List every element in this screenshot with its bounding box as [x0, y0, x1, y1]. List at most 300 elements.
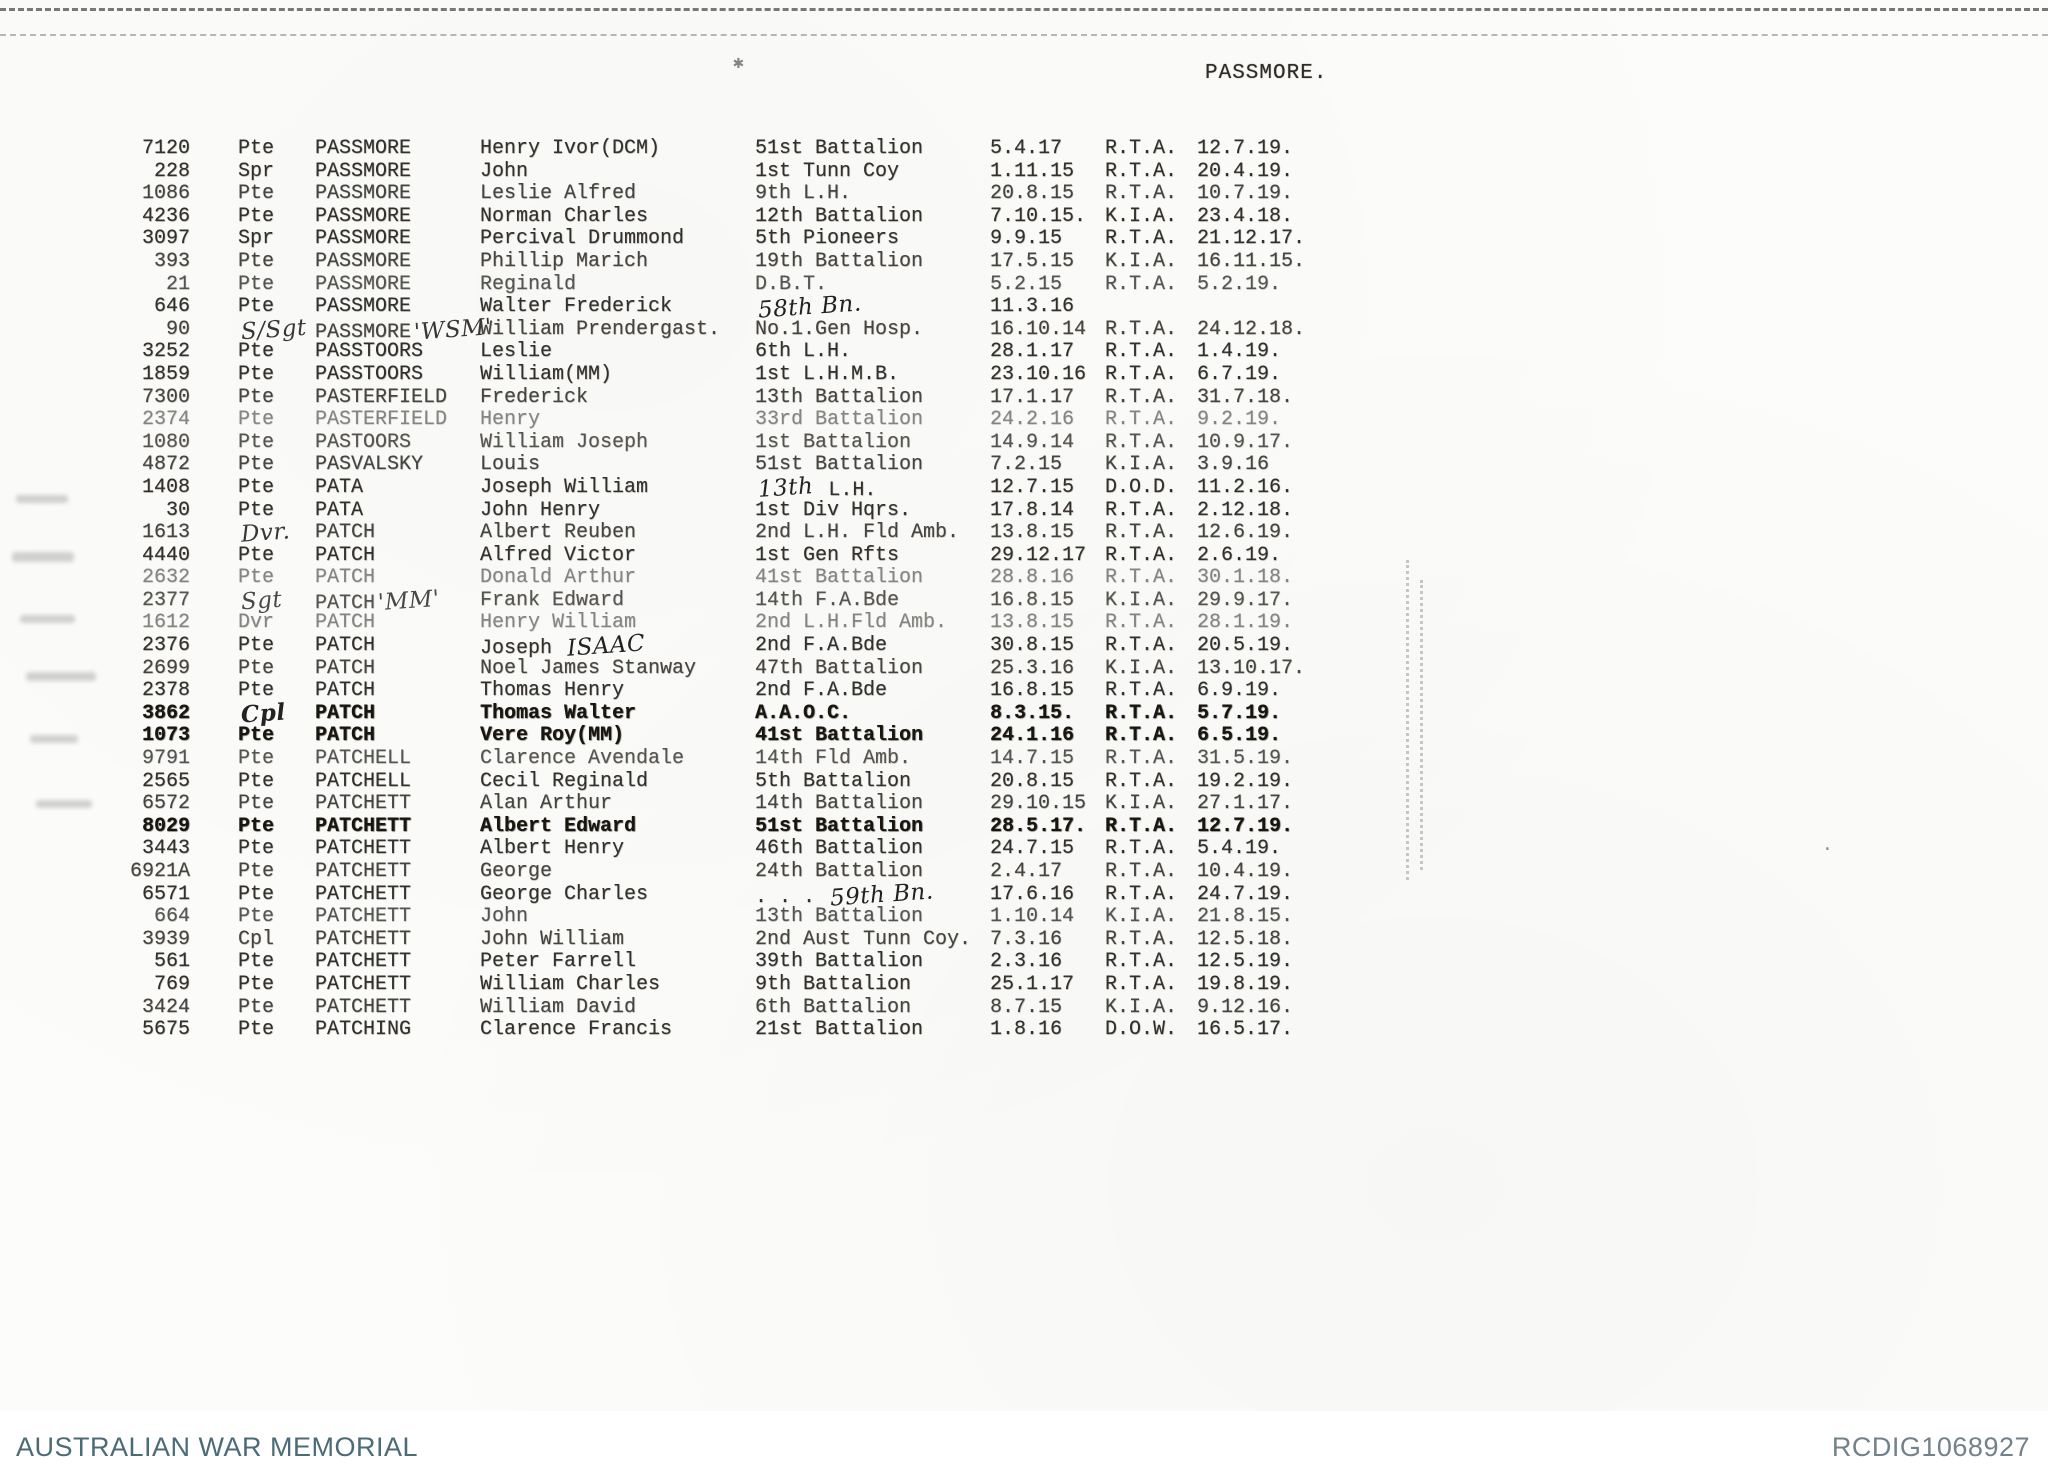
cell-given: Clarence Avendale	[480, 747, 685, 771]
cell-given: Albert Henry	[480, 837, 625, 861]
table-row	[100, 906, 1520, 929]
cell-d1: 5.2.15	[990, 272, 1063, 296]
cell-d1: 7.2.15	[990, 453, 1063, 477]
cell-d2: 9.2.19.	[1197, 408, 1282, 432]
cell-given: Leslie	[480, 340, 553, 364]
cell-fate: K.I.A.	[1105, 249, 1178, 273]
handwritten-annotation: 13th	[757, 473, 815, 503]
scan-smudge	[20, 615, 75, 623]
cell-num: 5675	[141, 1018, 190, 1042]
handwritten-annotation: 'WSM'	[413, 314, 493, 346]
cell-surname: PATCHETT	[315, 860, 412, 883]
cell-rank: Pte	[238, 882, 275, 906]
cell-d1: 23.10.16	[990, 362, 1087, 386]
cell-d1: 24.7.15	[990, 837, 1075, 861]
cell-rank: Pte	[238, 792, 275, 816]
table-row	[100, 997, 1520, 1020]
cell-fate: R.T.A.	[1105, 972, 1178, 996]
table-row	[100, 698, 1520, 729]
cell-unit: 1st Div Hqrs.	[755, 498, 912, 522]
cell-d2: 3.9.16	[1197, 453, 1270, 477]
cell-num: 561	[153, 950, 190, 974]
cell-unit: 33rd Battalion	[755, 408, 924, 432]
cell-fate: K.I.A.	[1105, 656, 1178, 680]
cell-surname: PASSTOORS	[315, 340, 424, 364]
cell-unit: 13th Battalion	[755, 905, 924, 929]
table-row	[100, 500, 1520, 523]
table-row	[100, 290, 1520, 324]
cell-fate: R.T.A.	[1105, 634, 1178, 658]
cell-d2: 12.5.18.	[1197, 927, 1294, 951]
cell-surname: PATCHETT	[315, 995, 412, 1019]
cell-surname: PATCHETT	[315, 792, 412, 816]
scan-speck: ·	[1822, 840, 1833, 860]
cell-given: Peter Farrell	[480, 950, 637, 974]
cell-d1: 24.2.16	[990, 408, 1075, 432]
handwritten-annotation: S/Sgt	[240, 314, 308, 346]
cell-d1: 11.3.16	[990, 295, 1075, 319]
cell-surname: PASSMORE	[315, 137, 412, 160]
cell-fate: D.O.W.	[1105, 1018, 1178, 1042]
cell-surname: PATCHETT	[315, 905, 412, 929]
table-row	[100, 251, 1520, 274]
cell-d2: 10.7.19.	[1197, 182, 1294, 206]
table-row	[100, 183, 1520, 206]
cell-unit: 9th Battalion	[755, 972, 912, 996]
cell-rank: Pte	[238, 385, 275, 409]
cell-d1: 29.10.15	[990, 792, 1087, 816]
table-row	[100, 1019, 1520, 1042]
cell-rank: Pte	[238, 272, 275, 296]
cell-d2: 12.5.19.	[1197, 950, 1294, 974]
cell-fate: R.T.A.	[1105, 137, 1178, 160]
cell-surname: PATCH	[315, 679, 376, 703]
cell-fate: R.T.A.	[1105, 272, 1178, 296]
cell-d1: 17.1.17	[990, 385, 1075, 409]
cell-num: 4872	[141, 453, 190, 477]
cell-fate: R.T.A.	[1105, 724, 1178, 748]
cell-d2: 30.1.18.	[1197, 566, 1294, 590]
cell-num: 3443	[141, 837, 190, 861]
cell-unit: 1st Battalion	[755, 430, 912, 454]
cell-d2: 2.6.19.	[1197, 543, 1282, 567]
cell-rank	[190, 518, 315, 548]
handwritten-annotation: 58th Bn.	[757, 290, 863, 324]
cell-num: 2699	[141, 656, 190, 680]
cell-num: 2565	[141, 769, 190, 793]
cell-d2: 12.6.19.	[1197, 521, 1294, 545]
cell-d2: 16.5.17.	[1197, 1018, 1294, 1042]
cell-given: William(MM)	[480, 362, 613, 386]
cell-given: Vere Roy(MM)	[480, 724, 625, 748]
cell-fate: R.T.A.	[1105, 362, 1178, 386]
cell-d2: 27.1.17.	[1197, 792, 1294, 816]
cell-surname: PATCHETT	[315, 837, 412, 861]
scan-dashed-line-second	[0, 34, 2048, 36]
cell-d1: 16.8.15	[990, 679, 1075, 703]
table-row	[100, 838, 1520, 861]
scan-speck: ✱	[733, 54, 744, 74]
table-row	[100, 228, 1520, 251]
cell-num: 3939	[141, 927, 190, 951]
cell-fate: R.T.A.	[1105, 927, 1178, 951]
cell-unit: 2nd F.A.Bde	[755, 679, 888, 703]
handwritten-annotation: Cpl	[240, 698, 287, 729]
cell-given: George Charles	[480, 882, 649, 906]
cell-num: 90	[165, 317, 190, 341]
cell-surname: PATA	[315, 498, 364, 522]
cell-d2: 10.4.19.	[1197, 860, 1294, 883]
table-row	[100, 432, 1520, 455]
cell-d2: 24.12.18.	[1197, 317, 1306, 341]
table-row	[100, 341, 1520, 364]
cell-d2: 31.5.19.	[1197, 747, 1294, 771]
cell-unit: 13th L.H.	[757, 473, 877, 503]
cell-unit: 51st Battalion	[755, 453, 924, 477]
cell-given: Cecil Reginald	[480, 769, 649, 793]
cell-d1: 13.8.15	[990, 611, 1075, 635]
cell-d1: 17.6.16	[990, 882, 1075, 906]
cell-given: Joseph William	[480, 475, 649, 499]
cell-given: William Charles	[480, 972, 661, 996]
cell-fate: R.T.A.	[1105, 860, 1178, 883]
cell-surname: PATCHETT	[315, 972, 412, 996]
cell-surname: PATCHETT	[315, 814, 412, 838]
cell-rank: Pte	[238, 453, 275, 477]
cell-given: John William	[480, 927, 625, 951]
handwritten-annotation: 59th Bn.	[829, 878, 935, 912]
cell-surname: PASSMORE	[315, 182, 412, 206]
cell-given: Frederick	[480, 385, 589, 409]
cell-given: John	[480, 905, 529, 929]
scan-smudge	[16, 495, 68, 503]
cell-surname: PATCH	[315, 634, 376, 658]
scan-smudge	[26, 672, 96, 681]
cell-d2: 10.9.17.	[1197, 430, 1294, 454]
table-row	[100, 658, 1520, 681]
table-row	[100, 567, 1520, 590]
cell-rank: Pte	[238, 543, 275, 567]
cell-num: 1408	[141, 475, 190, 499]
cell-unit: No.1.Gen Hosp.	[755, 317, 924, 341]
cell-unit: 21st Battalion	[755, 1018, 924, 1042]
cell-surname: PASSMORE	[315, 204, 412, 228]
handwritten-annotation: Dvr.	[240, 518, 292, 548]
cell-d1: 25.1.17	[990, 972, 1075, 996]
cell-rank: Spr	[238, 227, 275, 251]
cell-given: Albert Reuben	[480, 521, 637, 545]
cell-d1: 8.3.15.	[990, 701, 1075, 725]
cell-unit: 39th Battalion	[755, 950, 924, 974]
table-row	[100, 545, 1520, 568]
cell-fate: R.T.A.	[1105, 408, 1178, 432]
cell-num: 6921A	[129, 860, 190, 883]
cell-num: 3424	[141, 995, 190, 1019]
table-row	[100, 929, 1520, 952]
cell-unit: 2nd L.H.Fld Amb.	[755, 611, 948, 635]
cell-unit: 1st Gen Rfts	[755, 543, 900, 567]
cell-fate: R.T.A.	[1105, 814, 1178, 838]
table-row	[100, 748, 1520, 771]
cell-given: Leslie Alfred	[480, 182, 637, 206]
table-row	[100, 314, 1520, 346]
cell-given: William Joseph	[480, 430, 649, 454]
cell-d1: 20.8.15	[990, 182, 1075, 206]
cell-fate: R.T.A.	[1105, 430, 1178, 454]
cell-rank: Cpl	[238, 927, 275, 951]
cell-surname: PATCH	[315, 543, 376, 567]
table-row	[100, 771, 1520, 794]
cell-d2: 20.5.19.	[1197, 634, 1294, 658]
table-row	[100, 861, 1520, 884]
cell-num: 9791	[141, 747, 190, 771]
cell-d1: 12.7.15	[990, 475, 1075, 499]
table-row	[100, 630, 1520, 662]
cell-given: Percival Drummond	[480, 227, 685, 251]
cell-rank: Pte	[238, 995, 275, 1019]
cell-d2: 13.10.17.	[1197, 656, 1306, 680]
handwritten-annotation: Sgt	[240, 586, 284, 616]
cell-rank: Pte	[238, 950, 275, 974]
viewer-footer	[0, 1411, 2048, 1481]
cell-unit: 46th Battalion	[755, 837, 924, 861]
cell-fate: K.I.A.	[1105, 995, 1178, 1019]
cell-rank: Pte	[238, 814, 275, 838]
cell-unit: 5th Pioneers	[755, 227, 900, 251]
cell-unit: 1st Tunn Coy	[755, 159, 900, 183]
cell-fate: R.T.A.	[1105, 950, 1178, 974]
cell-num: 1613	[141, 521, 190, 545]
cell-d2: 9.12.16.	[1197, 995, 1294, 1019]
cell-d1: 14.9.14	[990, 430, 1075, 454]
cell-fate: K.I.A.	[1105, 905, 1178, 929]
cell-rank: Pte	[238, 679, 275, 703]
cell-d1: 28.8.16	[990, 566, 1075, 590]
cell-unit: . . . 59th Bn.	[755, 878, 935, 912]
cell-num: 2376	[141, 634, 190, 658]
cell-fate: R.T.A.	[1105, 611, 1178, 635]
cell-given: Norman Charles	[480, 204, 649, 228]
nominal-roll	[100, 138, 1520, 1042]
cell-fate: R.T.A.	[1105, 566, 1178, 590]
cell-rank: Dvr	[238, 611, 275, 635]
cell-surname: PASSTOORS	[315, 362, 424, 386]
cell-surname: PATCH	[315, 656, 376, 680]
cell-given: Henry	[480, 408, 541, 432]
cell-surname: PATCHETT	[315, 882, 412, 906]
cell-fate: R.T.A.	[1105, 521, 1178, 545]
cell-num: 1073	[141, 724, 190, 748]
cell-given: Thomas Henry	[480, 679, 625, 703]
cell-d1: 17.5.15	[990, 249, 1075, 273]
cell-fate: R.T.A.	[1105, 769, 1178, 793]
cell-num: 21	[165, 272, 190, 296]
cell-d1: 28.1.17	[990, 340, 1075, 364]
cell-d1: 2.3.16	[990, 950, 1063, 974]
cell-given: Reginald	[480, 272, 577, 296]
cell-fate: R.T.A.	[1105, 679, 1178, 703]
cell-fate: R.T.A.	[1105, 385, 1178, 409]
cell-num: 7120	[141, 137, 190, 160]
cell-num: 6571	[141, 882, 190, 906]
cell-unit: 5th Battalion	[755, 769, 912, 793]
cell-surname: PASSMORE'WSM'	[315, 314, 493, 346]
cell-fate: K.I.A.	[1105, 792, 1178, 816]
cell-d1: 28.5.17.	[990, 814, 1087, 838]
cell-d1: 20.8.15	[990, 769, 1075, 793]
cell-d1: 29.12.17	[990, 543, 1087, 567]
table-row	[100, 680, 1520, 703]
cell-fate: K.I.A.	[1105, 453, 1178, 477]
cell-num: 646	[153, 295, 190, 319]
scan-smudge	[12, 552, 74, 562]
cell-unit: 2nd F.A.Bde	[755, 634, 888, 658]
cell-num: 3097	[141, 227, 190, 251]
table-row	[100, 878, 1520, 912]
cell-num: 1859	[141, 362, 190, 386]
cell-rank: Pte	[238, 769, 275, 793]
cell-d2: 28.1.19.	[1197, 611, 1294, 635]
cell-d2: 23.4.18.	[1197, 204, 1294, 228]
cell-rank: Pte	[238, 295, 275, 319]
cell-d2: 31.7.18.	[1197, 385, 1294, 409]
cell-surname: PATCH	[315, 701, 376, 725]
cell-fate: R.T.A.	[1105, 837, 1178, 861]
cell-rank: Pte	[238, 498, 275, 522]
table-row	[100, 206, 1520, 229]
cell-fate: R.T.A.	[1105, 543, 1178, 567]
cell-fate: R.T.A.	[1105, 340, 1178, 364]
cell-surname: PASSMORE	[315, 159, 412, 183]
cell-fate: R.T.A.	[1105, 317, 1178, 341]
cell-rank: Pte	[238, 204, 275, 228]
cell-surname: PATCH'MM'	[315, 585, 441, 616]
cell-d2: 5.4.19.	[1197, 837, 1282, 861]
footer-institution-label: AUSTRALIAN WAR MEMORIAL	[16, 1432, 419, 1462]
cell-surname: PASTERFIELD	[315, 408, 448, 432]
cell-rank: Pte	[238, 340, 275, 364]
cell-unit: 41st Battalion	[755, 724, 924, 748]
cell-given: Walter Frederick	[480, 295, 673, 319]
cell-given: Joseph ISAAC	[480, 630, 646, 662]
table-row	[100, 725, 1520, 748]
handwritten-annotation: ISAAC	[566, 630, 646, 662]
cell-surname: PASVALSKY	[315, 453, 424, 477]
cell-d2: 11.2.16.	[1197, 475, 1294, 499]
cell-surname: PATCHING	[315, 1018, 412, 1042]
cell-d2: 2.12.18.	[1197, 498, 1294, 522]
cell-given: Alfred Victor	[480, 543, 637, 567]
cell-rank: Pte	[238, 362, 275, 386]
cell-d2: 12.7.19.	[1197, 814, 1294, 838]
cell-given: Henry Ivor(DCM)	[480, 137, 661, 160]
scan-smudge	[36, 800, 92, 808]
cell-fate: R.T.A.	[1105, 747, 1178, 771]
cell-num: 1612	[141, 611, 190, 635]
cell-num: 1080	[141, 430, 190, 454]
cell-rank: Pte	[238, 905, 275, 929]
cell-rank: Pte	[238, 249, 275, 273]
cell-unit: 13th Battalion	[755, 385, 924, 409]
cell-unit: 14th Fld Amb.	[755, 747, 912, 771]
cell-d1: 14.7.15	[990, 747, 1075, 771]
cell-unit: 14th F.A.Bde	[755, 588, 900, 612]
cell-d2: 5.2.19.	[1197, 272, 1282, 296]
cell-rank: Pte	[238, 724, 275, 748]
cell-d2: 6.9.19.	[1197, 679, 1282, 703]
cell-num: 2374	[141, 408, 190, 432]
cell-given: George	[480, 860, 553, 883]
cell-unit: 14th Battalion	[755, 792, 924, 816]
cell-d1: 17.8.14	[990, 498, 1075, 522]
cell-d1: 8.7.15	[990, 995, 1063, 1019]
cell-num: 228	[153, 159, 190, 183]
cell-num: 3862	[141, 701, 190, 725]
cell-fate: D.O.D.	[1105, 475, 1178, 499]
cell-d1: 1.11.15	[990, 159, 1075, 183]
cell-surname: PATCHELL	[315, 747, 412, 771]
cell-rank: Pte	[238, 137, 275, 160]
cell-surname: PASSMORE	[315, 249, 412, 273]
cell-unit: 2nd Aust Tunn Coy.	[755, 927, 972, 951]
cell-given: Phillip Marich	[480, 249, 649, 273]
cell-fate: R.T.A.	[1105, 498, 1178, 522]
cell-given: Louis	[480, 453, 541, 477]
page-title: PASSMORE.	[1205, 62, 1328, 85]
cell-num: 4236	[141, 204, 190, 228]
table-row	[100, 518, 1520, 548]
cell-given: Henry William	[480, 611, 637, 635]
cell-num: 7300	[141, 385, 190, 409]
cell-surname: PASSMORE	[315, 295, 412, 319]
cell-d2: 19.2.19.	[1197, 769, 1294, 793]
cell-given: Noel James Stanway	[480, 656, 697, 680]
cell-fate: K.I.A.	[1105, 204, 1178, 228]
cell-given: Donald Arthur	[480, 566, 637, 590]
cell-surname: PASSMORE	[315, 227, 412, 251]
cell-num: 2632	[141, 566, 190, 590]
cell-fate: K.I.A.	[1105, 588, 1178, 612]
cell-d1: 9.9.15	[990, 227, 1063, 251]
handwritten-annotation: 'MM'	[377, 585, 441, 616]
cell-num: 769	[153, 972, 190, 996]
cell-d1: 7.3.16	[990, 927, 1063, 951]
cell-fate: R.T.A.	[1105, 882, 1178, 906]
table-row	[100, 793, 1520, 816]
cell-fate: R.T.A.	[1105, 159, 1178, 183]
cell-d2: 6.7.19.	[1197, 362, 1282, 386]
footer-record-id: RCDIG1068927	[1831, 1432, 2030, 1462]
cell-unit: 41st Battalion	[755, 566, 924, 590]
cell-surname: PATA	[315, 475, 364, 499]
cell-num: 8029	[141, 814, 190, 838]
cell-num: 3252	[141, 340, 190, 364]
cell-d2: 6.5.19.	[1197, 724, 1282, 748]
cell-given: Clarence Francis	[480, 1018, 673, 1042]
cell-d1: 5.4.17	[990, 137, 1063, 160]
cell-fate: R.T.A.	[1105, 701, 1178, 725]
cell-num: 1086	[141, 182, 190, 206]
table-row	[100, 612, 1520, 635]
cell-given: John	[480, 159, 529, 183]
cell-d1: 16.8.15	[990, 588, 1075, 612]
scan-smudge	[30, 735, 78, 743]
cell-d2: 16.11.15.	[1197, 249, 1306, 273]
cell-surname: PATCH	[315, 566, 376, 590]
cell-d2: 19.8.19.	[1197, 972, 1294, 996]
cell-rank: Pte	[238, 656, 275, 680]
table-row	[100, 585, 1520, 616]
